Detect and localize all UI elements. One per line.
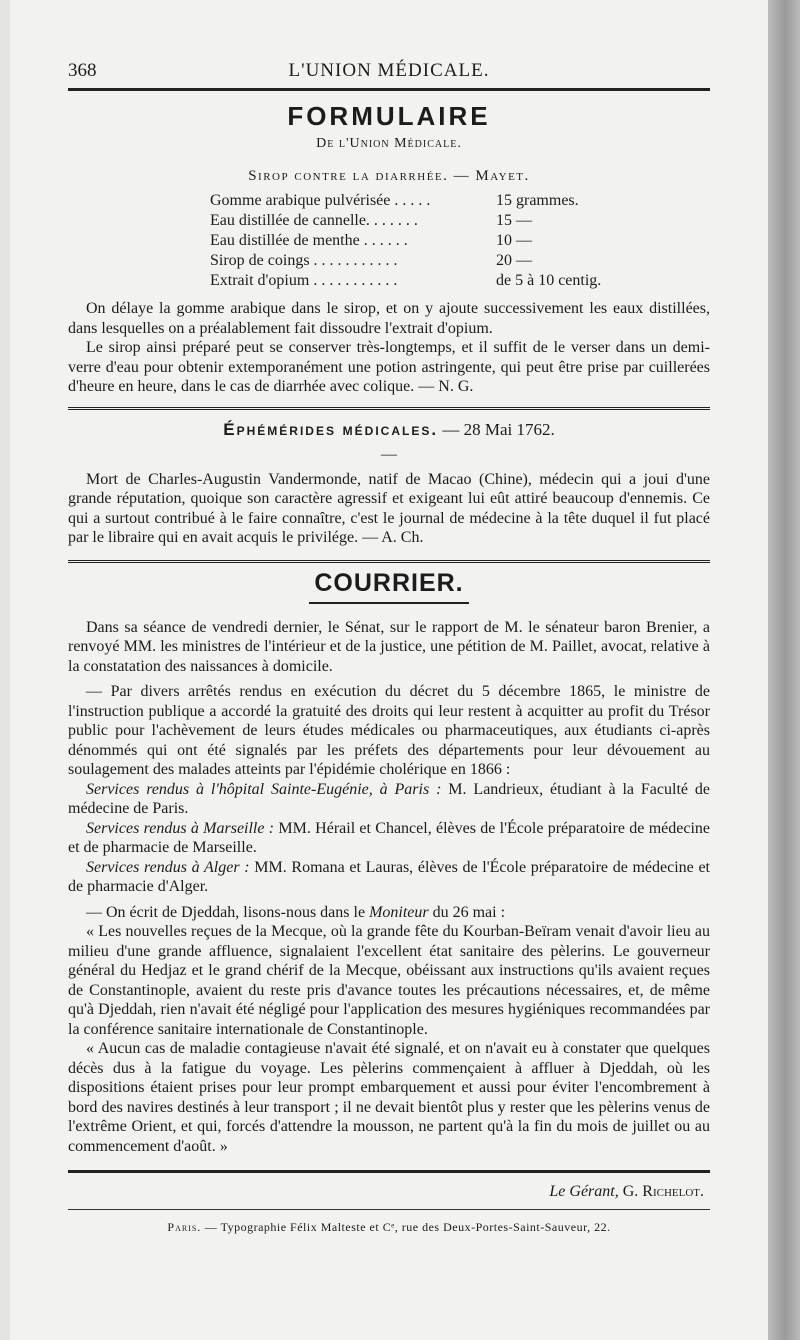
ingredient-row (210, 191, 710, 211)
quote-paragraph: « Les nouvelles reçues de la Mecque, où la grande fête du Kourban-Beïram venait d'avoir lieu au milieu d'une grande affluence, signalaient l'excellent état sanitaire des pèlerins. Le gouverneur général du Hedjaz et le grand chérif de la Mecque, obéissant aux instructions qu'ils avaient reçues de Constantinople, avaient du reste pris d'avance toutes les précautions nécessaires, et, de même qu'à Djeddah, rien n'avait été négligé pour l'application des mesures hygiéniques recommandées par la conférence sanitaire internationale de Constantinople. (68, 923, 710, 1038)
recipe-paragraph: On délaye la gomme arabique dans le sirop, et on y ajoute successivement les eaux distillées, dans lesquelles on a préalablement fait dissoudre l'extrait d'opium. (68, 300, 710, 337)
ingredient-row (210, 271, 710, 291)
gerant-name: G. Richelot. (622, 1183, 704, 1200)
ingredient-quantity: 15 — (496, 212, 532, 229)
quote-paragraph: « Aucun cas de maladie contagieuse n'avait été signalé, et on n'avait eu à constater que quelques décès dus à la fatigue du voyage. Les pèlerins commençaient à affluer à Djeddah, où les dispositions étaient prises pour leur prompt embarquement et aussi pour éviter l'encombrement à bord des navires destinés à leur transport ; il ne devait bientôt plus y rester que les pèlerins venus de l'extrême Orient, et qui, forcés d'attendre la mousson, ne partent qu'à la fin du mois de juillet ou au commencement d'août. » (68, 1040, 710, 1155)
recipe-title: Sirop contre la diarrhée. — Mayet. (248, 168, 530, 184)
imprint-city: Paris. (167, 1220, 202, 1234)
printer-imprint (68, 1220, 710, 1235)
courrier-paragraph (68, 903, 710, 923)
ingredient-name: Eau distillée de menthe . . . . . . (210, 232, 408, 249)
ephemerides-title: Éphémérides médicales. (223, 419, 439, 439)
formulaire-subtitle: De l'Union Médicale. (316, 136, 462, 151)
gerant-signature (68, 1183, 710, 1201)
courrier-paragraph: — Par divers arrêtés rendus en exécution du décret du 5 décembre 1865, le ministre de l'instruction publique a accordé la gratuité des droits qui leur restent à acquitter au profit du Trésor public pour l'achèvement de leurs études médicales ou pharmaceutiques, aux étudiants ci-après dénommés qui ont été signalés par les préfets des départements pour leur dévouement au soulagement des malades atteints par l'épidémie cholérique en 1866 : (68, 683, 710, 778)
ingredient-name: Sirop de coings . . . . . . . . . . . (210, 252, 398, 269)
service-entry (68, 858, 710, 897)
imprint-rule (68, 1209, 710, 1210)
service-text: MM. Hérail et Chancel, élèves de l'École préparatoire de médecine et de pharmacie de Marseille. (68, 819, 710, 856)
footer-rule (68, 1170, 710, 1173)
ingredient-quantity: 15 grammes. (496, 192, 579, 209)
ingredient-row (210, 211, 710, 231)
page-number: 368 (68, 60, 97, 81)
section-divider (68, 407, 710, 410)
ingredient-row (210, 251, 710, 271)
moniteur-date: du 26 mai : (428, 903, 506, 921)
ingredient-name: Extrait d'opium . . . . . . . . . . . (210, 272, 398, 289)
service-text: MM. Romana et Lauras, élèves de l'École préparatoire de médecine et de pharmacie d'Alger. (68, 858, 711, 895)
courrier-title: COURRIER. (314, 568, 464, 597)
recipe-paragraph: Le sirop ainsi préparé peut se conserver très-longtemps, et il suffit de le verser dans un demi-verre d'eau pour obtenir extemporanément une potion astringente, qui peut être prise par cuillerées d'heure en heure, dans le cas de diarrhée avec colique. — N. G. (68, 339, 710, 395)
courrier-paragraph: Dans sa séance de vendredi dernier, le Sénat, sur le rapport de M. le sénateur baron Brenier, a renvoyé MM. les ministres de l'intérieur et de la justice, une pétition de M. Paillet, avocat, relative à la constatation des naissances à domicile. (68, 618, 710, 675)
ingredient-row (210, 231, 710, 251)
page-edge (768, 0, 800, 1340)
ingredient-name: Gomme arabique pulvérisée . . . . . (210, 192, 431, 209)
running-head (68, 52, 710, 82)
ingredient-quantity: de 5 à 10 centig. (496, 272, 602, 289)
courrier-rule (309, 602, 469, 604)
header-rule (68, 88, 710, 91)
formulaire-title: FORMULAIRE (287, 101, 491, 131)
service-entry (68, 819, 710, 858)
section-divider (68, 560, 710, 563)
ephemerides-text: Mort de Charles-Augustin Vandermonde, natif de Macao (Chine), médecin qui a joui d'une grande réputation, quoique son caractère agressif et exigeant lui eût attiré beaucoup d'ennemis. Ce qui a surtout contribué à le faire connaître, c'est le journal de médecine à la tête duquel il fut placé par le libraire qui en avait acquis le privilége. — A. Ch. (68, 470, 710, 546)
ingredient-quantity: 20 — (496, 252, 532, 269)
journal-title: L'UNION MÉDICALE. (288, 60, 490, 81)
gerant-label: Le Gérant, (549, 1183, 619, 1200)
service-text: M. Landrieux, étudiant à la Faculté de médecine de Paris. (68, 780, 710, 817)
service-label: Services rendus à Marseille : (86, 819, 275, 837)
service-label: Services rendus à l'hôpital Sainte-Eugénie, à Paris : (86, 780, 442, 798)
ephemerides-heading (68, 420, 710, 440)
service-entry (68, 780, 710, 819)
ingredient-quantity: 10 — (496, 232, 532, 249)
recipe-ingredients (210, 191, 710, 291)
ephemerides-dash: — (381, 445, 397, 463)
moniteur-name: Moniteur (369, 903, 429, 921)
service-label: Services rendus à Alger : (86, 858, 250, 876)
journal-page (10, 0, 768, 1340)
imprint-text: — Typographie Félix Malteste et Cᵉ, rue des Deux-Portes-Saint-Sauveur, 22. (201, 1220, 611, 1234)
moniteur-intro: — On écrit de Djeddah, lisons-nous dans le (86, 903, 370, 921)
ingredient-name: Eau distillée de cannelle. . . . . . . (210, 212, 418, 229)
ephemerides-date: — 28 Mai 1762. (442, 419, 555, 439)
